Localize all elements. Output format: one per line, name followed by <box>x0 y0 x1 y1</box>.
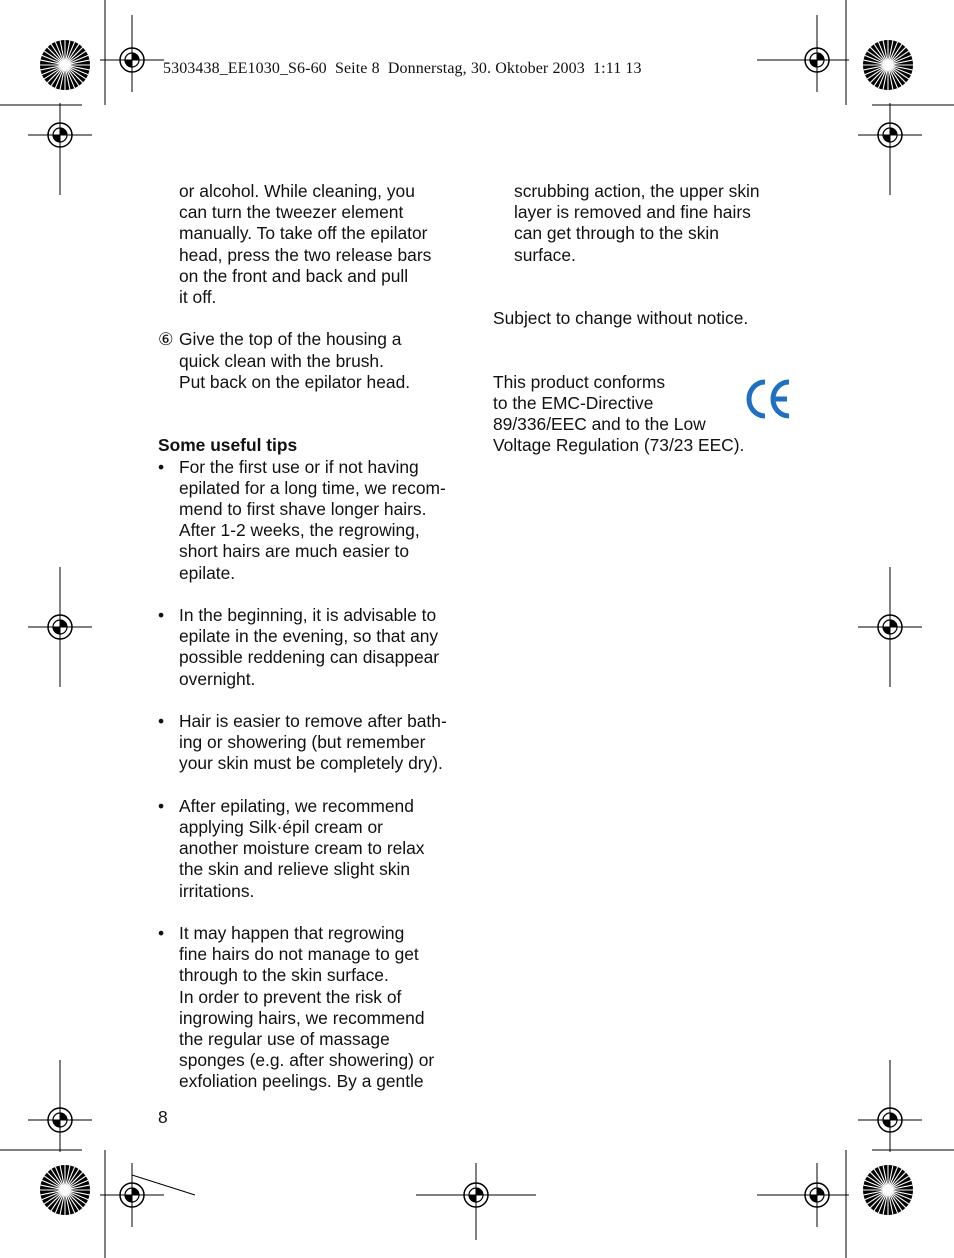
step-6 <box>158 329 468 393</box>
step-text: Give the top of the housing a quick clean with the brush. Put back on the epilator head. <box>179 329 411 392</box>
bullet: • <box>158 795 165 816</box>
tip-text: Hair is easier to remove after bath- ing or showering (but remember your skin must be completely dry). <box>179 711 447 774</box>
tip-text: In the beginning, it is advisable to epilate in the evening, so that any possible reddening can disappear overnight. <box>179 605 440 689</box>
tip-text: After epilating, we recommend applying Silk·épil cream or another moisture cream to relax the skin and relieve slight skin irritations. <box>179 795 425 901</box>
right-continuation-text: scrubbing action, the upper skin layer is removed and fine hairs can get through to the skin surface. <box>514 181 760 265</box>
left-column <box>158 181 468 1093</box>
tip-item <box>158 457 468 584</box>
tip-item <box>158 796 468 902</box>
ce-mark-icon <box>745 377 793 421</box>
tip-text: It may happen that regrowing fine hairs do not manage to get through to the skin surface. In order to prevent the risk of ingrowing hairs, we recommend the regular use of massage sponges (e.g. after showering) or exfoliation peelings. By a gentle <box>179 923 435 1092</box>
bullet: • <box>158 711 165 732</box>
tips-heading: Some useful tips <box>158 435 298 456</box>
tip-text: For the first use or if not having epilated for a long time, we recom- mend to first shave longer hairs. After 1-2 weeks, the regrowing, short hairs are much easier to epilate. <box>179 456 446 583</box>
bullet: • <box>158 456 165 477</box>
bullet: • <box>158 605 165 626</box>
left-continuation-text: or alcohol. While cleaning, you can turn the tweezer element manually. To take off the epilator head, press the two release bars on the front and back and pull it off. <box>179 181 432 308</box>
change-notice: Subject to change without notice. <box>493 308 749 329</box>
conformity-statement: This product conforms to the EMC-Directive 89/336/EEC and to the Low Voltage Regulation (73/23 EEC). <box>493 371 745 456</box>
tip-item <box>158 711 468 775</box>
bullet: • <box>158 923 165 944</box>
tip-item <box>158 605 468 690</box>
print-header: 5303438_EE1030_S6-60 Seite 8 Donnerstag, 30. Oktober 2003 1:11 13 <box>163 60 642 77</box>
step-number: ⑥ <box>158 329 174 350</box>
tip-item <box>158 923 468 1093</box>
page-number: 8 <box>158 1107 168 1127</box>
